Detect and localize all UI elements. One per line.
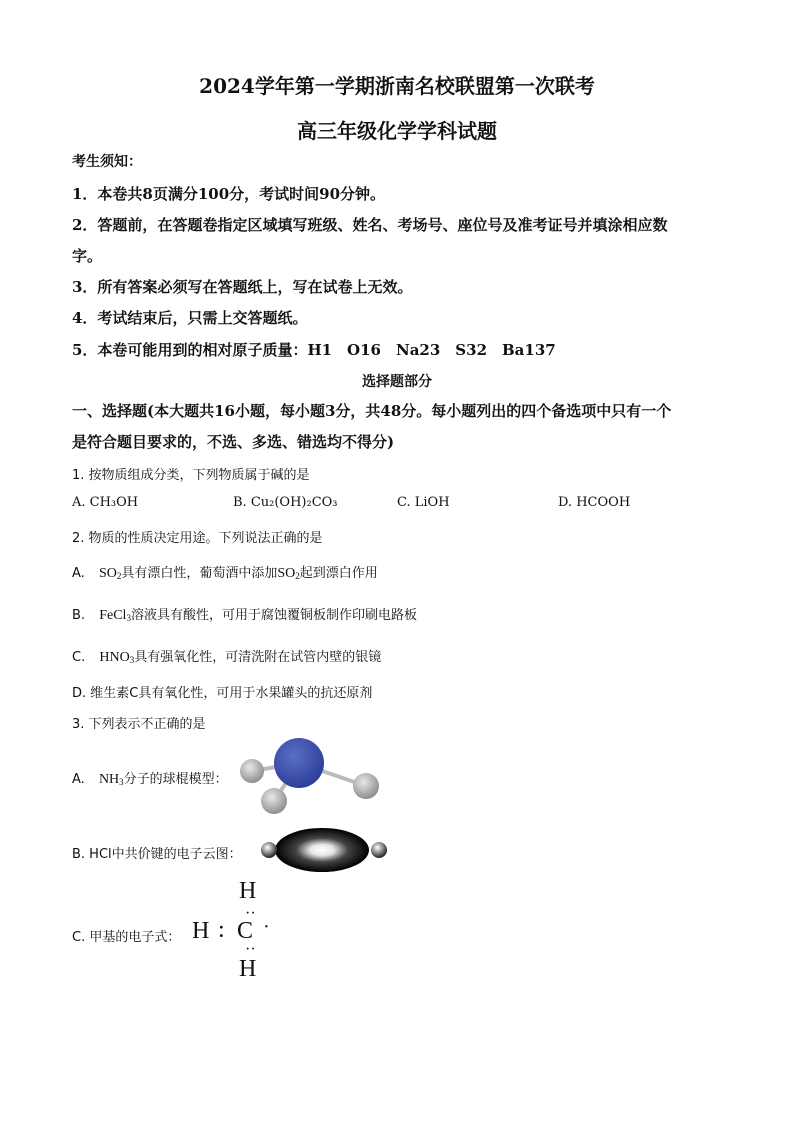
methyl-h-left: H	[192, 918, 210, 944]
q3-a-formula-sub: 3	[119, 777, 124, 787]
q3-option-b: B. HCl中共价键的电子云图：	[72, 847, 242, 862]
q2-option-a	[72, 562, 378, 582]
notice-heading: 考生须知：	[72, 154, 142, 170]
q3-a-prefix: A.	[72, 772, 85, 787]
notice-item-4: 4．考试结束后，只需上交答题纸。	[72, 309, 308, 327]
electron-pair-top: ··	[245, 905, 256, 922]
methyl-h-bottom: H	[239, 956, 257, 982]
q2-a-formula-1-sub: 2	[116, 571, 122, 581]
hydrogen-atom	[261, 842, 277, 858]
exam-title: 2024学年第一学期浙南名校联盟第一次联考	[199, 74, 595, 98]
q1-option-c: C. LiOH	[397, 495, 450, 510]
q1-option-a: A. CH₃OH	[72, 495, 139, 510]
q2-c-end: 具有强氧化性，可清洗附在试管内壁的银镜	[134, 650, 382, 665]
notice-item-2-cont: 字。	[72, 247, 103, 265]
q2-a-formula-1	[99, 566, 121, 581]
electron-cloud-ellipse	[275, 828, 369, 872]
q3-a-formula-text: NH	[98, 772, 120, 787]
methyl-h-top: H	[239, 878, 257, 904]
q3-option-c: C. 甲基的电子式：	[72, 930, 181, 945]
notice-item-5: 5．本卷可能用到的相对原子质量：H1 O16 Na23 S32 Ba137	[72, 341, 556, 359]
q3-a-formula	[99, 772, 124, 787]
lone-electron: ·	[263, 916, 270, 938]
hydrogen-atom	[261, 788, 287, 814]
methyl-c: C	[237, 918, 254, 944]
q2-option-d: D. 维生素C具有氧化性，可用于水果罐头的抗还原剂	[72, 686, 373, 701]
q2-a-formula-2	[277, 566, 299, 581]
q2-c-formula	[99, 650, 134, 665]
section-intro-1: 一、选择题(本大题共16小题，每小题3分，共48分。每小题列出的四个备选项中只有一个	[72, 402, 672, 420]
q2-a-formula-2-text: SO	[277, 566, 296, 581]
section-intro-2: 是符合题目要求的，不选、多选、错选均不得分)	[72, 433, 395, 451]
q2-a-formula-2-sub: 2	[295, 571, 300, 581]
electron-pair-left: :	[218, 917, 225, 943]
exam-subtitle: 高三年级化学学科试题	[297, 119, 497, 143]
q3-option-a	[72, 768, 228, 788]
q1-option-b: B. Cu₂(OH)₂CO₃	[233, 495, 338, 510]
q2-option-b	[72, 604, 417, 624]
hydrogen-atom	[240, 759, 264, 783]
notice-item-1: 1．本卷共8页满分100分，考试时间90分钟。	[72, 185, 386, 203]
q1-stem: 1. 按物质组成分类，下列物质属于碱的是	[72, 468, 310, 483]
q2-option-c	[72, 646, 381, 666]
q3-stem: 3. 下列表示不正确的是	[72, 717, 206, 732]
q2-b-prefix: B.	[72, 608, 86, 623]
nh3-ball-stick-model	[234, 733, 384, 818]
q2-c-formula-sub: 3	[129, 655, 135, 665]
q2-a-formula-1-text: SO	[98, 566, 117, 581]
q2-b-formula-sub: 3	[126, 613, 131, 623]
chlorine-atom	[371, 842, 387, 858]
q2-a-prefix: A.	[72, 566, 85, 581]
q2-b-end: 溶液具有酸性，可用于腐蚀覆铜板制作印刷电路板	[130, 608, 417, 623]
hcl-electron-cloud	[258, 825, 390, 875]
q2-a-mid: 具有漂白性，葡萄酒中添加	[121, 566, 278, 581]
q2-b-formula	[99, 608, 131, 623]
q2-c-prefix: C.	[72, 650, 86, 665]
q2-c-formula-text: HNO	[99, 650, 130, 665]
electron-pair-bottom: ··	[245, 941, 256, 958]
nitrogen-atom	[274, 738, 324, 788]
notice-item-2: 2．答题前，在答题卷指定区域填写班级、姓名、考场号、座位号及准考证号并填涂相应数	[72, 216, 668, 234]
q2-stem: 2. 物质的性质决定用途。下列说法正确的是	[72, 531, 323, 546]
q1-option-d: D. HCOOH	[558, 495, 631, 510]
q3-a-end: 分子的球棍模型：	[123, 772, 228, 787]
section-label: 选择题部分	[362, 374, 432, 390]
q2-a-end: 起到漂白作用	[299, 566, 378, 581]
q2-b-formula-text: FeCl	[99, 608, 127, 623]
notice-item-3: 3．所有答案必须写在答题纸上，写在试卷上无效。	[72, 278, 413, 296]
hydrogen-atom	[353, 773, 379, 799]
methyl-electron-formula	[188, 878, 288, 988]
